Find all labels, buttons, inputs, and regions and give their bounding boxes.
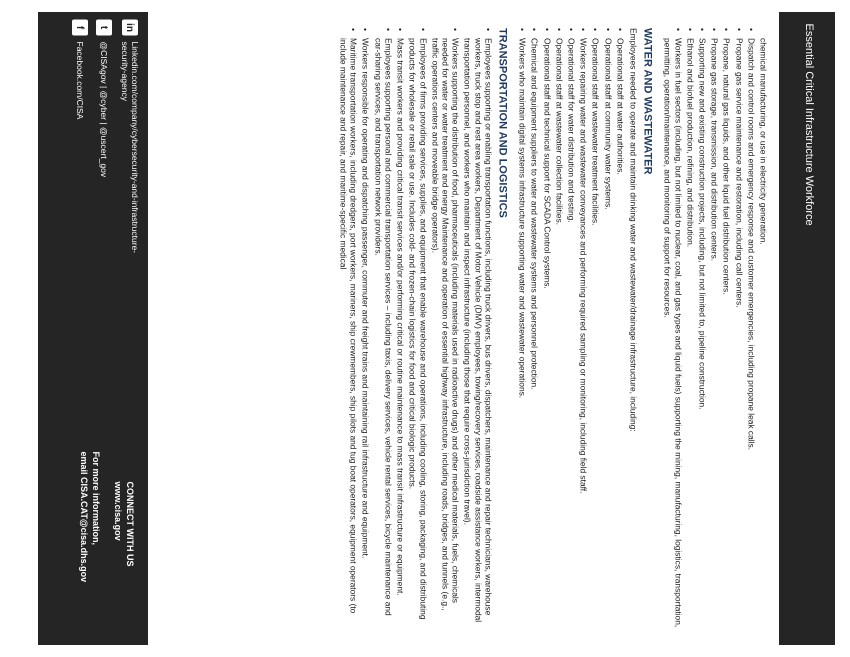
list-item: • Workers supporting the distribution of food, pharmaceuticals (including materials used in radioactive drugs) and other medical materials, fuels, chemicals needed for water or water treatment and energy Maintenance and operation of essential highway infrastructure, including roads, bridges, and tunnels (e.g., traffic operations centers and moveable bridge operators). <box>430 28 461 628</box>
water-list <box>517 28 625 628</box>
footer-content <box>38 12 148 645</box>
list-item: • Workers responsible for operating and dispatching passenger, commuter and freight trains and maintaining rail infrastructure and equipment. <box>361 28 371 628</box>
list-item: • Ethanol and biofuel production, refining, and distribution. <box>685 28 695 628</box>
list-item: • Operational staff for water distribution and testing. <box>566 28 576 628</box>
social-row-twitter[interactable] <box>96 20 112 260</box>
header-band <box>779 12 835 645</box>
linkedin-link[interactable]: Linkedin.com/company/cybersecurity-and-infrastructure-security-agency <box>120 41 140 254</box>
list-item: • Propane gas service maintenance and restoration, including call centers. <box>734 28 744 628</box>
connect-heading: CONNECT WITH US <box>125 481 135 567</box>
main-content-area <box>150 12 776 645</box>
list-item: • Supporting new and existing construction projects, including, but not limited to, pipeline construction. <box>697 28 707 628</box>
connect-block <box>112 482 136 642</box>
list-item: • Workers in fuel sectors (including, but not limited to nuclear, coal, and gas types and liquid fuels) supporting the mining, manufacturing, logistics, transportation, permitting, operation/maintenance, and monitoring of support for resources. <box>663 28 683 628</box>
list-item: • Workers who maintain digital systems infrastructure supporting water and wastewater operations. <box>517 28 527 628</box>
list-item: • Mass transit workers and providing critical transit services and/or performing critical or routine maintenance to mass transit infrastructure or equipment. <box>395 28 405 628</box>
list-item: • Workers repairing water and wastewater conveyances and performing required sampling or monitoring, including field staff. <box>578 28 588 628</box>
list-item: • Maritime transportation workers, including dredgers, port workers, mariners, ship crewmembers, ship pilots and tug boat operators, equipment operators (to include maintenance and repair, and maritime-specific medical <box>338 28 358 628</box>
list-item: • Operational staff at wastewater collection facilities. <box>554 28 564 628</box>
list-item: • Chemical and equipment suppliers to water and wastewater systems and personnel protection. <box>530 28 540 628</box>
footer-band <box>38 12 148 645</box>
list-item: • Propane, natural gas liquids, and other liquid fuel distribution centers. <box>722 28 732 628</box>
list-item: • Employees supporting or enabling transportation functions, including truck drivers, bus drivers, dispatchers, maintenance and repair technicians, warehouse workers, truck stop and rest area workers, Department of Motor Vehicle (DMV) employees, towing/recovery services, roadside assistance workers, intermodal transportation personnel, and workers who maintain and inspect infrastructure (including those that require cross-jurisdiction travel). <box>463 28 494 628</box>
section-title-water: WATER AND WASTEWATER <box>641 28 654 175</box>
list-item: • Operational staff at wastewater treatment facilities. <box>591 28 601 628</box>
more-info-text: For more information, <box>91 451 101 546</box>
linkedin-icon: in <box>122 20 138 36</box>
email-link[interactable]: email CISA.CAT@cisa.dhs.gov <box>79 451 89 583</box>
main-content <box>156 28 771 628</box>
energy-list <box>663 28 757 628</box>
more-info-block <box>78 452 102 642</box>
list-item: • Operational staff at water authorities. <box>615 28 625 628</box>
social-links <box>64 20 140 260</box>
social-row-linkedin[interactable] <box>120 20 140 260</box>
website-link[interactable]: www.cisa.gov <box>113 481 123 541</box>
page-title: Essential Critical Infrastructure Workforce <box>803 23 815 226</box>
list-item: • Propane gas storage, transmission, and distribution centers. <box>709 28 719 628</box>
facebook-icon: f <box>72 20 88 36</box>
list-item: • Dispatch and control rooms and emergency response and customer emergencies, including propane leak calls. <box>746 28 756 628</box>
section-title-transport: TRANSPORTATION AND LOGISTICS <box>496 28 509 218</box>
list-item: • Operational staff at community water systems. <box>603 28 613 628</box>
header-content <box>779 12 835 645</box>
transport-list <box>338 28 493 628</box>
facebook-link[interactable]: Facebook.com/CISA <box>75 41 85 120</box>
continuation-text: chemical manufacturing, or use in electricity generation. <box>758 38 769 245</box>
list-item: • Employees supporting personal and commercial transportation services – including taxis, delivery services, vehicle rental services, bicycle maintenance and car-sharing services, and transportation network providers. <box>373 28 393 628</box>
water-intro: Employees needed to operate and maintain drinking water and wastewater/drainage infrastructure, including: <box>628 28 639 432</box>
twitter-icon: t <box>96 20 112 36</box>
social-row-facebook[interactable] <box>72 20 88 260</box>
list-item: • Employees of firms providing services, supplies, and equipment that enable warehouse and operations, including cooling, storing, packaging, and distributing products for wholesale or retail sale or use. Includes cold- and frozen-chain logistics for food and critical biologic products. <box>408 28 428 628</box>
list-item: • Operational staff and technical support for SCADA Control systems. <box>542 28 552 628</box>
twitter-handles[interactable]: @CISAgov | @cyber | @uscert_gov <box>99 41 109 178</box>
